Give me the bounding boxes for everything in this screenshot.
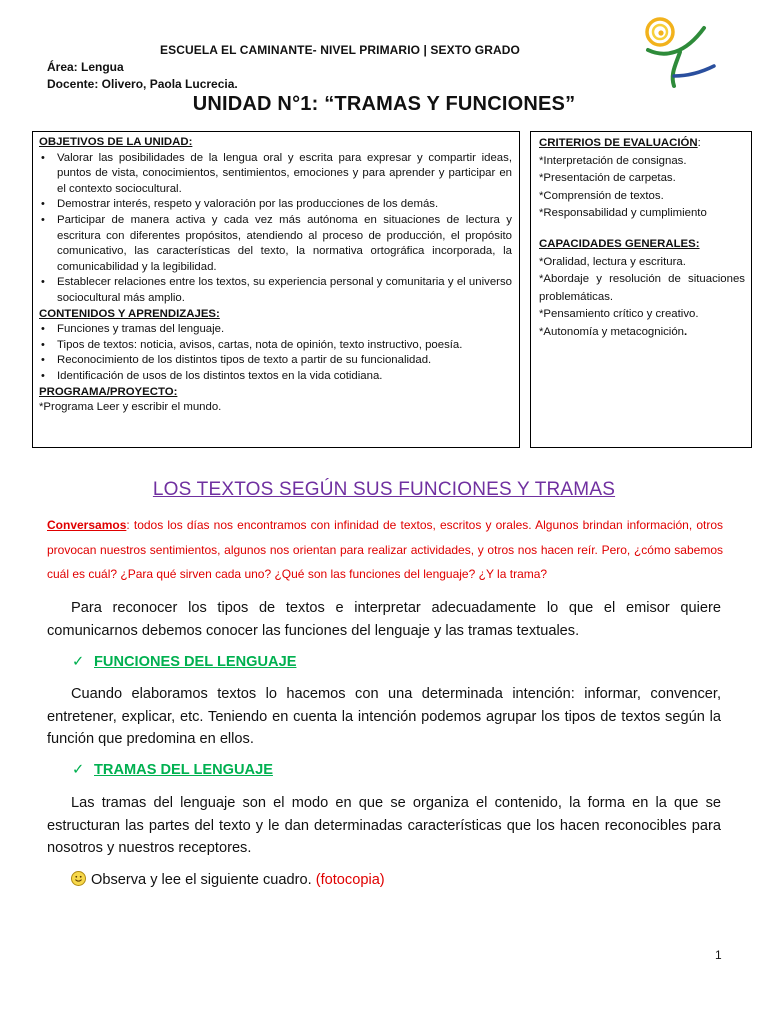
subject-area: Área: Lengua: [47, 60, 124, 74]
spacer: [539, 223, 745, 236]
conversamos-label: Conversamos: [47, 518, 127, 532]
logo-figure-arms: [648, 28, 704, 54]
list-item: • Valorar las posibilidades de la lengua oral y escrita para expresar y compartir ideas, puntos de vista, conocimientos, sentimientos, emociones y para aprender y participar en el contexto sociocultural.: [57, 151, 512, 198]
list-item: • Demostrar interés, respeto y valoración por las producciones de los demás.: [57, 197, 512, 213]
evaluation-box: [530, 131, 752, 448]
plots-heading-text: TRAMAS DEL LENGUAJE: [94, 762, 273, 778]
list-item: • Identificación de usos de los distintos textos en la vida cotidiana.: [57, 369, 512, 385]
section-title: LOS TEXTOS SEGÚN SUS FUNCIONES Y TRAMAS: [152, 479, 616, 500]
photocopy-note: (fotocopia): [315, 872, 385, 888]
criteria-colon: :: [697, 137, 701, 149]
logo-figure-body: [673, 52, 680, 86]
list-item: *Interpretación de consignas.: [539, 154, 687, 167]
list-item-text: *Abordaje y resolución de situaciones problemáticas.: [539, 273, 745, 303]
list-item-text: *Autonomía y metacognición: [539, 325, 684, 338]
unit-title: UNIDAD N°1: “TRAMAS Y FUNCIONES”: [192, 93, 576, 115]
list-item: • Funciones y tramas del lenguaje.: [57, 322, 512, 338]
check-icon: ✓: [72, 654, 85, 670]
list-item-dot: .: [684, 325, 688, 338]
criteria-heading-line: [539, 135, 745, 153]
list-item: *Responsabilidad y cumplimiento: [539, 207, 707, 220]
list-item: *Comprensión de textos.: [539, 189, 664, 202]
page-number: 1: [715, 948, 722, 962]
list-item: *Pensamiento crítico y creativo.: [539, 308, 699, 321]
objectives-heading: OBJETIVOS DE LA UNIDAD:: [39, 136, 193, 148]
intro-text: Para reconocer los tipos de textos e interpretar adecuadamente lo que el emisor quiere comunicarnos debemos conocer las funciones del lenguaje y las tramas textuales.: [47, 600, 721, 639]
contents-list: [39, 322, 512, 384]
unit-overview-box: [32, 131, 520, 448]
functions-heading: [72, 653, 296, 670]
list-item: *Oralidad, lectura y escritura.: [539, 255, 686, 268]
list-item: • Tipos de textos: noticia, avisos, cartas, nota de opinión, texto instructivo, poesía.: [57, 338, 512, 354]
functions-heading-text: FUNCIONES DEL LENGUAJE: [94, 654, 297, 670]
logo-figure-leg: [674, 66, 714, 76]
capacities-heading: CAPACIDADES GENERALES:: [539, 237, 700, 250]
program-text: *Programa Leer y escribir el mundo.: [39, 401, 222, 414]
school-header: ESCUELA EL CAMINANTE- NIVEL PRIMARIO | SEXTO GRADO: [160, 43, 520, 57]
contents-heading: CONTENIDOS Y APRENDIZAJES:: [39, 307, 220, 320]
smiley-icon: [71, 871, 86, 886]
school-logo: [640, 14, 722, 90]
plots-paragraph: [47, 792, 721, 860]
list-item: • Establecer relaciones entre los textos, su experiencia personal y comunitaria y el universo sociocultural más amplio.: [57, 275, 512, 306]
functions-text: Cuando elaboramos textos lo hacemos con una determinada intención: informar, convencer, entretener, explicar, etc. Teniendo en cuenta la intención podemos agrupar los tipos de textos según la función que predomina en ellos.: [47, 686, 721, 747]
objectives-list: [39, 151, 512, 307]
list-item: • Reconocimiento de los distintos tipos de texto a partir de su funcionalidad.: [57, 353, 512, 369]
program-heading: PROGRAMA/PROYECTO:: [39, 385, 178, 398]
conversamos-paragraph: [47, 513, 723, 587]
list-item: • Participar de manera activa y cada vez más autónoma en situaciones de lectura y escritura con diferentes propósitos, atendiendo al proceso de producción, el propósito comunicativo, las características del texto, la normativa ortográfica incorporada, la comunicabilidad y la legibilidad.: [57, 213, 512, 275]
intro-paragraph: [47, 597, 721, 642]
observe-line: [71, 871, 385, 888]
conversamos-text: : todos los días nos encontramos con infinidad de textos, escritos y orales. Algunos brindan información, otros provocan nuestros sentimientos, algunos nos orientan para realizar actividades, y otros nos hacen reír. Pero, ¿cómo sabemos cuál es cuál? ¿Para qué sirven cada uno? ¿Qué son las funciones del lenguaje? ¿Y la trama?: [47, 518, 723, 581]
functions-paragraph: [47, 683, 721, 751]
observe-text: Observa y lee el siguiente cuadro.: [91, 872, 312, 888]
list-item: *Presentación de carpetas.: [539, 172, 676, 185]
plots-heading: [72, 761, 273, 778]
list-item-last: [539, 324, 745, 342]
list-item: [539, 271, 745, 306]
check-icon: ✓: [72, 762, 85, 778]
logo-sun-swirl: [647, 19, 673, 45]
plots-text: Las tramas del lenguaje son el modo en que se organiza el contenido, la forma en la que se estructuran las partes del texto y le dan determinadas características que los hacen reconocibles para nosotros y nuestros receptores.: [47, 795, 721, 856]
criteria-heading: CRITERIOS DE EVALUACIÓN: [539, 137, 698, 149]
teacher-name: Docente: Olivero, Paola Lucrecia.: [47, 77, 238, 91]
